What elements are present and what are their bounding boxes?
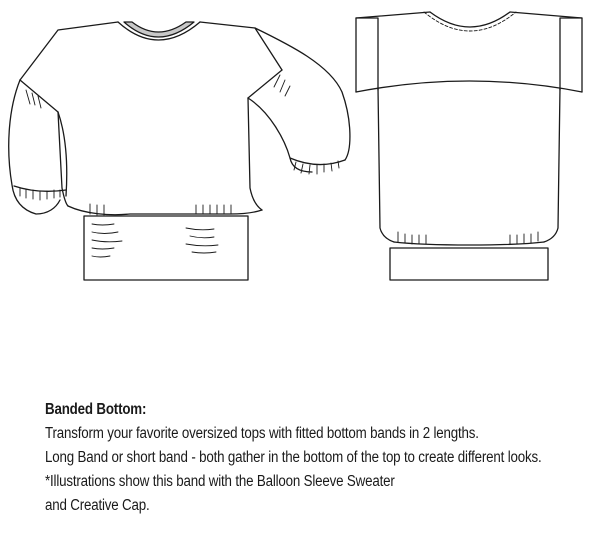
long-band [84,216,248,280]
cap-body-right [544,88,560,242]
left-sleeve [9,80,60,214]
creative-cap-figure [356,12,582,280]
cap-left-sleeve [356,18,378,90]
cap-neckline [430,12,510,27]
caption-block [45,398,585,518]
neckband [124,22,194,37]
left-sleeve-seam [20,80,58,112]
cap-hem-gathers [398,232,538,244]
right-sleeve-lower [248,98,312,172]
body-right-side [248,98,262,210]
left-sleeve-gathers [26,90,41,108]
cap-yoke-seam [356,81,582,92]
cap-body-left [378,88,394,242]
right-shoulder [200,22,282,70]
right-sleeve-upper [255,28,350,160]
caption-line-2: Long Band or short band - both gather in the bottom of the top to create different looks. [45,449,542,466]
left-cuff-gathers [20,188,60,200]
left-shoulder [20,22,118,80]
right-sleeve-seam [248,70,282,98]
short-band [390,248,548,280]
cap-hem [394,242,544,245]
right-sleeve-gathers [274,75,290,96]
caption-line-1: Transform your favorite oversized tops with fitted bottom bands in 2 lengths. [45,425,479,442]
caption-heading: Banded Bottom: [45,401,147,418]
right-cuff [290,158,345,165]
cap-shoulders [356,12,582,92]
long-band-gathers [92,224,218,257]
caption-line-4: and Creative Cap. [45,497,150,514]
caption-line-3: *Illustrations show this band with the Balloon Sleeve Sweater [45,473,395,490]
cap-neckline-stitching [424,12,516,31]
balloon-sleeve-sweater-figure [9,22,350,280]
left-cuff [14,186,66,191]
cap-right-sleeve [560,18,582,90]
